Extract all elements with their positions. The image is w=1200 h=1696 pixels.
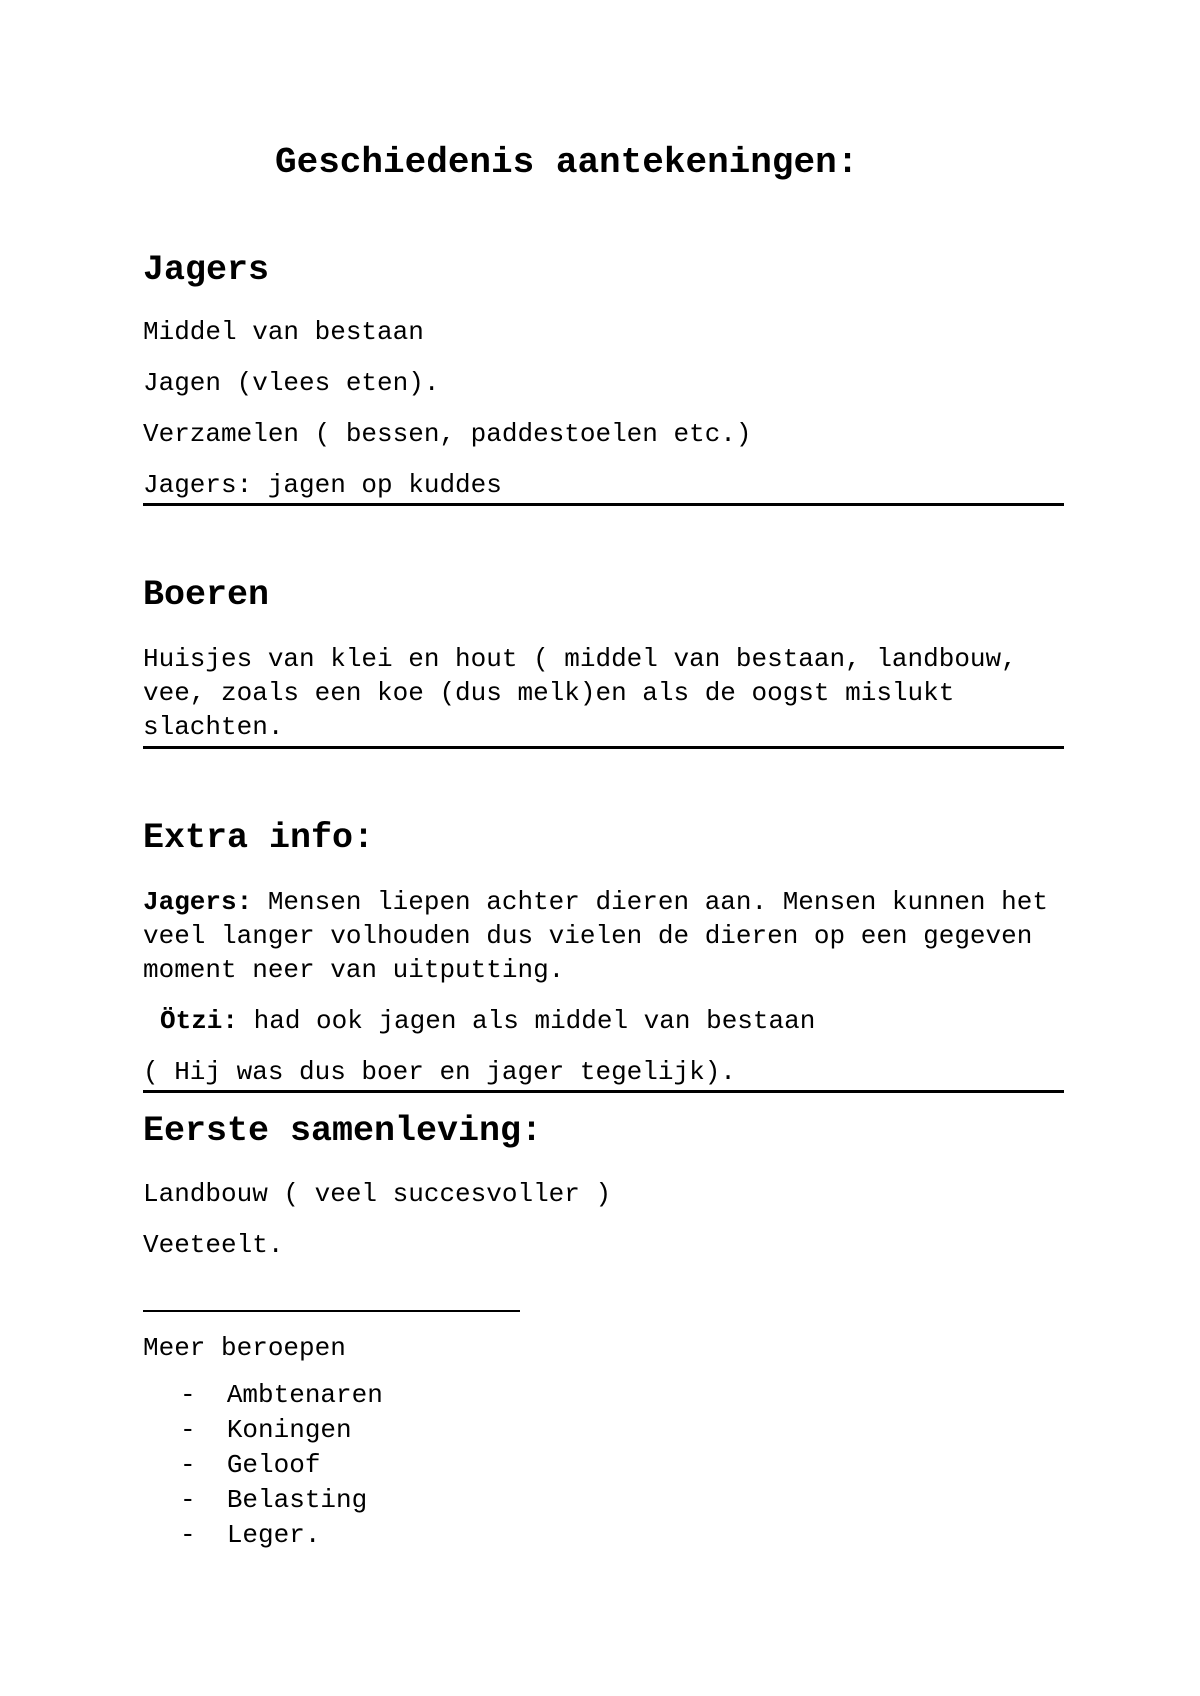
- list-item: - Belasting: [180, 1485, 368, 1515]
- extra-paragraph-jagers: [143, 885, 1068, 987]
- jagers-line-3: Verzamelen ( bessen, paddestoelen etc.): [143, 419, 752, 449]
- heading-jagers: Jagers: [143, 250, 270, 290]
- divider-rule: [143, 746, 1064, 749]
- extra-paragraph-note: ( Hij was dus boer en jager tegelijk).: [143, 1057, 736, 1087]
- heading-boeren: Boeren: [143, 575, 270, 615]
- jagers-line-1: Middel van bestaan: [143, 317, 424, 347]
- boeren-paragraph: Huisjes van klei en hout ( middel van bestaan, landbouw, vee, zoals een koe (dus melk)en als de oogst mislukt slachten.: [143, 644, 1017, 742]
- list-item: - Ambtenaren: [180, 1380, 383, 1410]
- beroepen-list: [180, 1378, 383, 1553]
- list-item: - Leger.: [180, 1520, 321, 1550]
- otzi-label: Ötzi:: [160, 1006, 239, 1036]
- otzi-text: had ook jagen als middel van bestaan: [238, 1006, 816, 1036]
- jagers-text: Mensen liepen achter dieren aan. Mensen kunnen het veel langer volhouden dus vielen de dieren op een gegeven moment neer van uitputting.: [143, 887, 1048, 985]
- extra-paragraph-otzi: [160, 1006, 815, 1036]
- beroepen-label: Meer beroepen: [143, 1333, 346, 1363]
- page-title: Geschiedenis aantekeningen:: [275, 142, 859, 183]
- list-item: - Koningen: [180, 1415, 352, 1445]
- divider-rule: [143, 1090, 1064, 1093]
- heading-eerste-samenleving: Eerste samenleving:: [143, 1111, 543, 1151]
- short-divider-rule: [143, 1310, 520, 1312]
- samenleving-line-1: Landbouw ( veel succesvoller ): [143, 1179, 612, 1209]
- samenleving-line-2: Veeteelt.: [143, 1230, 284, 1260]
- divider-rule: [143, 503, 1064, 506]
- heading-extra-info: Extra info:: [143, 818, 375, 858]
- jagers-label: Jagers:: [143, 887, 253, 917]
- jagers-line-2: Jagen (vlees eten).: [143, 368, 440, 398]
- list-item: - Geloof: [180, 1450, 321, 1480]
- jagers-line-4: Jagers: jagen op kuddes: [143, 470, 502, 500]
